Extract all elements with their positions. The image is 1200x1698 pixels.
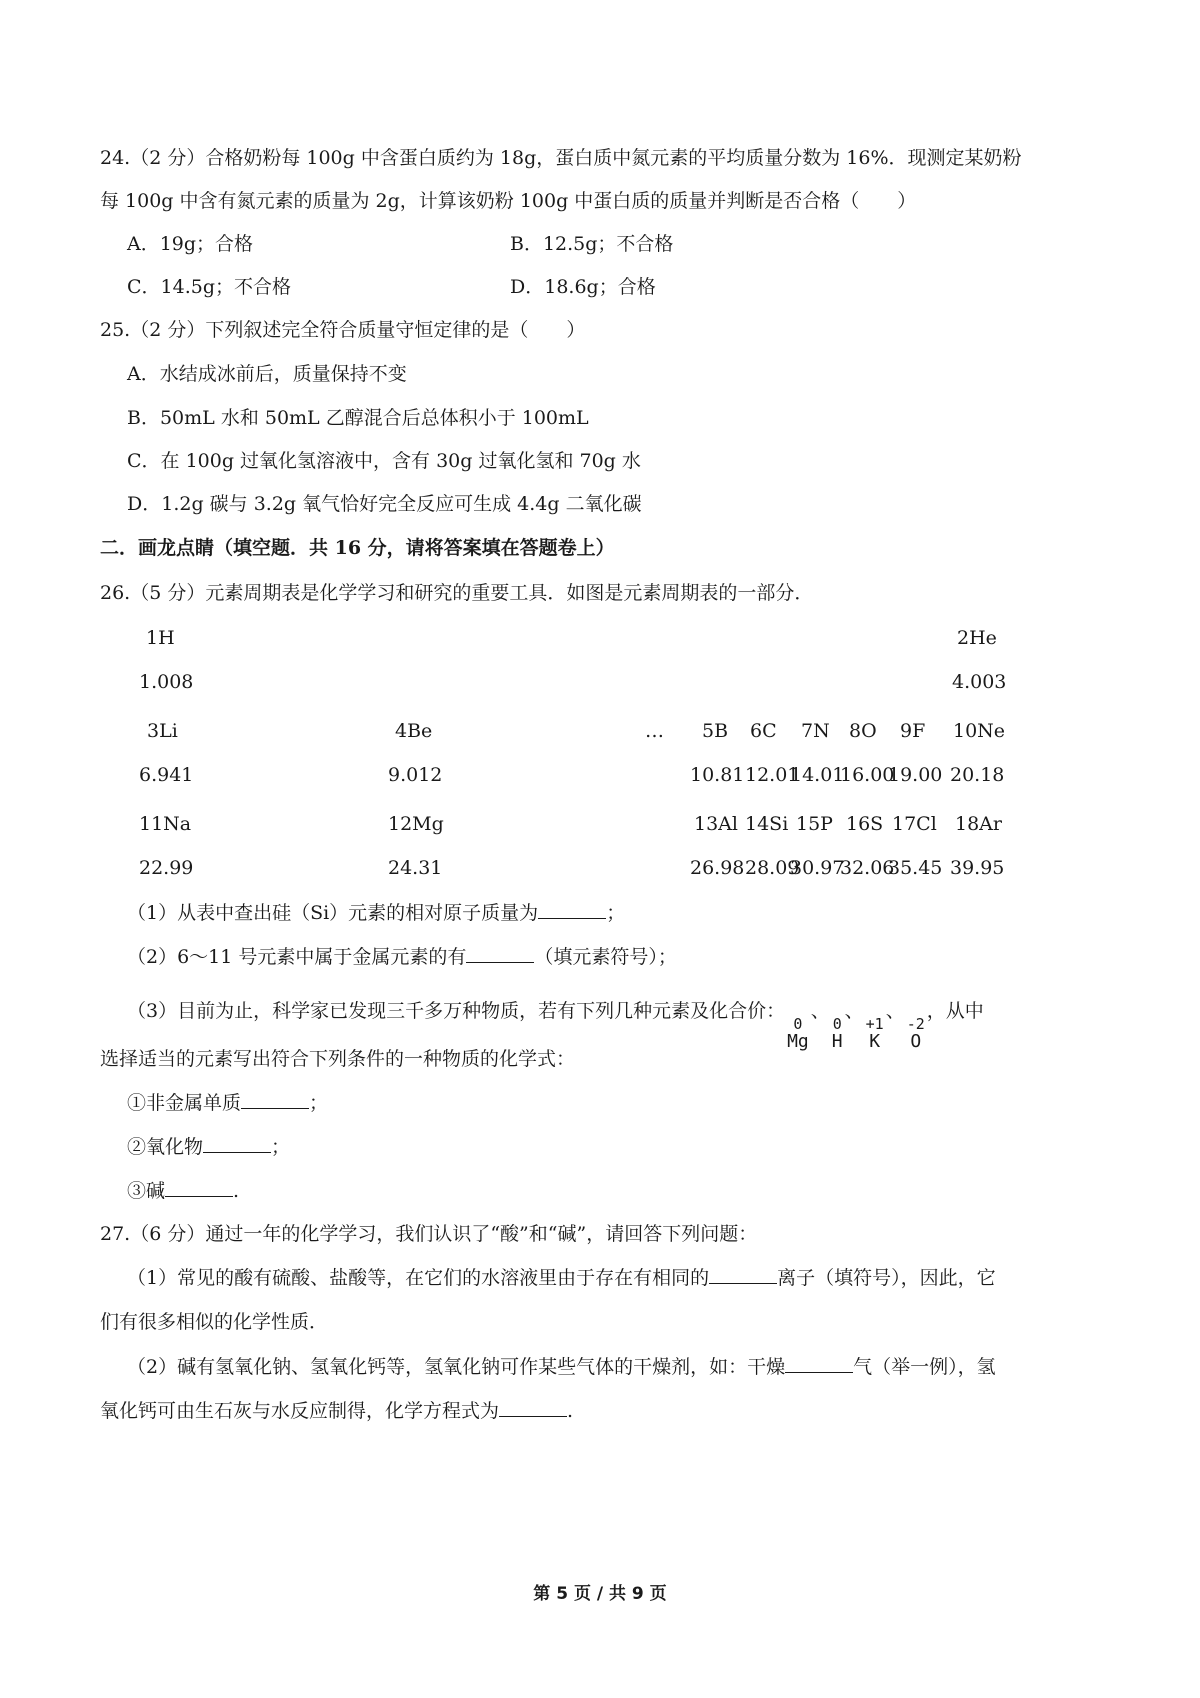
- atomic-mass: 10.81: [690, 764, 745, 786]
- atomic-mass: 39.95: [950, 857, 1005, 879]
- element-symbol: 2He: [957, 627, 997, 649]
- q27-sub2-text: （2）碱有氢氧化钠、氢氧化钙等，氢氧化钠可作某些气体的干燥剂，如：干燥: [127, 1356, 786, 1378]
- valence-number: -2: [906, 1015, 925, 1033]
- atomic-mass: 16.00: [840, 764, 895, 786]
- q26-item-3: [127, 1178, 239, 1204]
- item-end: ；: [271, 1136, 291, 1158]
- answer-blank: [785, 1354, 853, 1373]
- element-symbol: 7N: [801, 720, 830, 742]
- valence-mg: [787, 1017, 809, 1052]
- element-symbol: 5B: [702, 720, 729, 742]
- q26-sub3-text: （3）目前为止，科学家已发现三千多万种物质，若有下列几种元素及化合价：: [127, 1000, 786, 1022]
- answer-blank: [499, 1398, 567, 1417]
- atomic-mass: 4.003: [952, 671, 1007, 693]
- item-label: ③碱: [127, 1180, 166, 1202]
- element-symbol: 15P: [796, 813, 833, 835]
- element-symbol: 16S: [846, 813, 884, 835]
- element-symbol: O: [910, 1031, 922, 1052]
- valence-number: 0: [832, 1015, 842, 1033]
- element-symbol: 17Cl: [892, 813, 937, 835]
- valence-h: [832, 1017, 843, 1052]
- ellipsis-gap: …: [645, 720, 664, 742]
- q25-option-d: D．1.2g 碳与 3.2g 氧气恰好完全反应可生成 4.4g 二氧化碳: [127, 493, 642, 515]
- separator: 、: [844, 1000, 864, 1022]
- q24-option-d: D．18.6g；合格: [510, 276, 656, 298]
- q26-item-1: [127, 1090, 328, 1116]
- q27-sub2-text-cont: 气（举一例），氢: [853, 1356, 996, 1378]
- atomic-mass: 22.99: [139, 857, 194, 879]
- element-symbol: Mg: [787, 1031, 809, 1052]
- atomic-mass: 26.98: [690, 857, 745, 879]
- q27-stem: 27.（6 分）通过一年的化学学习，我们认识了“酸”和“碱”，请回答下列问题：: [100, 1223, 758, 1245]
- atomic-mass: 6.941: [139, 764, 194, 786]
- answer-blank: [538, 900, 606, 919]
- q25-stem: 25.（2 分）下列叙述完全符合质量守恒定律的是（ ）: [100, 319, 586, 341]
- q26-sub1-text: （1）从表中查出硅（Si）元素的相对原子质量为: [127, 902, 539, 924]
- item-end: ；: [309, 1092, 329, 1114]
- separator: 、: [885, 1000, 905, 1022]
- atomic-mass: 32.06: [840, 857, 895, 879]
- q25-option-b: B．50mL 水和 50mL 乙醇混合后总体积小于 100mL: [127, 407, 589, 429]
- atomic-mass: 35.45: [888, 857, 943, 879]
- q27-sub2-line1: [127, 1354, 996, 1380]
- q25-option-a: A．水结成冰前后，质量保持不变: [127, 363, 407, 385]
- answer-blank: [709, 1265, 777, 1284]
- q27-sub1-text: （1）常见的酸有硫酸、盐酸等，在它们的水溶液里由于存在有相同的: [127, 1267, 710, 1289]
- atomic-mass: 28.09: [745, 857, 800, 879]
- answer-blank: [466, 944, 534, 963]
- valence-o: [907, 1017, 925, 1052]
- item-end: .: [233, 1180, 240, 1202]
- q24-option-a: A．19g；合格: [127, 233, 254, 255]
- q27-sub1-line1: [127, 1265, 996, 1291]
- element-symbol: H: [831, 1031, 843, 1052]
- q27-sub2-text-line2: 氧化钙可由生石灰与水反应制得，化学方程式为: [100, 1400, 500, 1422]
- atomic-mass: 24.31: [388, 857, 443, 879]
- element-symbol: 8O: [849, 720, 877, 742]
- element-symbol: 3Li: [147, 720, 178, 742]
- q25-option-c: C．在 100g 过氧化氢溶液中，含有 30g 过氧化氢和 70g 水: [127, 450, 641, 472]
- q26-sub3-line2: 选择适当的元素写出符合下列条件的一种物质的化学式：: [100, 1048, 576, 1070]
- q26-sub3-line1: [127, 998, 984, 1052]
- atomic-mass: 1.008: [139, 671, 194, 693]
- atomic-mass: 12.01: [745, 764, 800, 786]
- valence-number: 0: [793, 1015, 803, 1033]
- q26-sub1-end: ；: [606, 902, 626, 924]
- element-symbol: 9F: [900, 720, 926, 742]
- q26-item-2: [127, 1134, 290, 1160]
- item-label: ②氧化物: [127, 1136, 204, 1158]
- valence-k: [866, 1017, 884, 1052]
- item-label: ①非金属单质: [127, 1092, 242, 1114]
- q24-stem-line1: 24.（2 分）合格奶粉每 100g 中含蛋白质约为 18g，蛋白质中氮元素的平均质量分数为 16%．现测定某奶粉: [100, 147, 1022, 169]
- q26-sub2: [127, 944, 677, 970]
- element-symbol: 1H: [146, 627, 175, 649]
- section-2-heading: 二．画龙点睛（填空题．共 16 分，请将答案填在答题卷上）: [100, 537, 615, 559]
- element-symbol: 4Be: [395, 720, 433, 742]
- answer-blank: [203, 1134, 271, 1153]
- atomic-mass: 14.01: [790, 764, 845, 786]
- answer-blank: [241, 1090, 309, 1109]
- q26-stem: 26.（5 分）元素周期表是化学学习和研究的重要工具．如图是元素周期表的一部分．: [100, 582, 814, 604]
- q26-sub2-text: （2）6～11 号元素中属于金属元素的有: [127, 946, 467, 968]
- element-symbol: 18Ar: [955, 813, 1002, 835]
- element-symbol: 14Si: [745, 813, 789, 835]
- q24-option-c: C．14.5g；不合格: [127, 276, 292, 298]
- element-symbol: 11Na: [139, 813, 192, 835]
- q24-stem-line2: 每 100g 中含有氮元素的质量为 2g，计算该奶粉 100g 中蛋白质的质量并判断是否合格（ ）: [100, 190, 917, 212]
- q26-sub2-end: （填元素符号）；: [534, 946, 677, 968]
- element-symbol: K: [869, 1031, 881, 1052]
- valence-number: +1: [865, 1015, 884, 1033]
- element-symbol: 6C: [750, 720, 777, 742]
- q27-sub2-line2: [100, 1398, 573, 1424]
- q26-sub3-tail: ，从中: [926, 1000, 984, 1022]
- q26-sub1: [127, 900, 625, 926]
- atomic-mass: 19.00: [888, 764, 943, 786]
- separator: 、: [810, 1000, 830, 1022]
- q27-sub1-line2: 们有很多相似的化学性质．: [100, 1311, 329, 1333]
- atomic-mass: 9.012: [388, 764, 443, 786]
- q27-sub1-text-cont: 离子（填符号），因此，它: [777, 1267, 996, 1289]
- element-symbol: 10Ne: [953, 720, 1006, 742]
- q24-option-b: B．12.5g；不合格: [510, 233, 674, 255]
- answer-blank: [165, 1178, 233, 1197]
- q27-sub2-end: .: [567, 1400, 574, 1422]
- atomic-mass: 30.97: [790, 857, 845, 879]
- element-symbol: 13Al: [694, 813, 738, 835]
- page-footer: 第 5 页 / 共 9 页: [533, 1584, 667, 1604]
- element-symbol: 12Mg: [388, 813, 444, 835]
- atomic-mass: 20.18: [950, 764, 1005, 786]
